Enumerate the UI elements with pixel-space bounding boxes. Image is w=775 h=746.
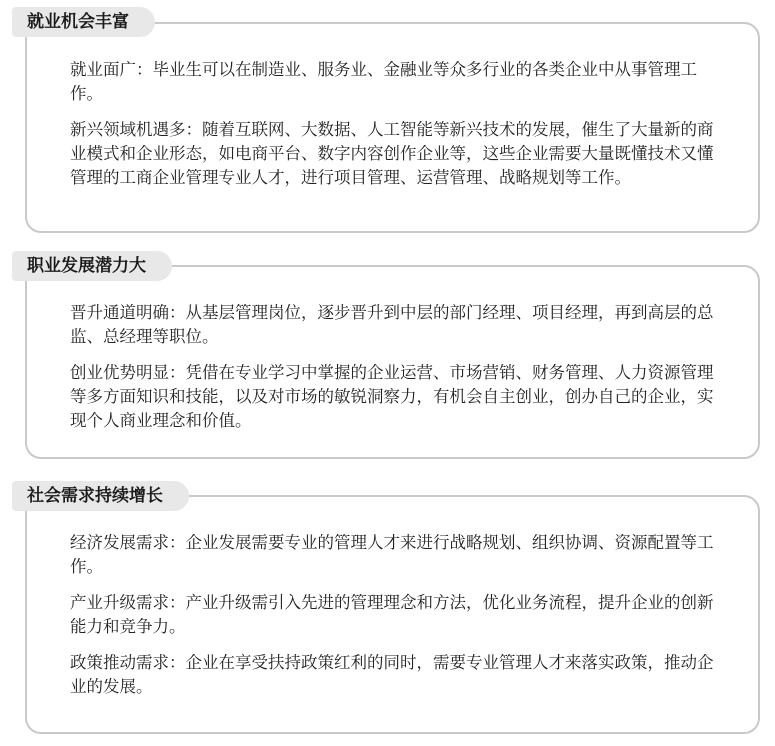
section-paragraph: 新兴领域机遇多：随着互联网、大数据、人工智能等新兴技术的发展，催生了大量新的商业模式和企业形态，如电商平台、数字内容创作企业等，这些企业需要大量既懂技术又懂管理的工商企业管理专业人才，进行项目管理、运营管理、战略规划等工作。 <box>70 120 714 187</box>
section-paragraph: 创业优势明显：凭借在专业学习中掌握的企业运营、市场营销、财务管理、人力资源管理等多方面知识和技能，以及对市场的敏锐洞察力，有机会自主创业，创办自己的企业，实现个人商业理念和价值。 <box>70 363 714 430</box>
section-social-demand <box>0 481 775 734</box>
section-card <box>25 265 760 459</box>
section-card <box>25 22 760 233</box>
section-paragraph: 政策推动需求：企业在享受扶持政策红利的同时，需要专业管理人才来落实政策，推动企业的发展。 <box>70 653 714 696</box>
section-career-potential <box>0 251 775 459</box>
section-employment-opportunities <box>0 7 775 233</box>
section-paragraph: 就业面广：毕业生可以在制造业、服务业、金融业等众多行业的各类企业中从事管理工作。 <box>70 60 697 103</box>
section-title: 就业机会丰富 <box>12 7 155 37</box>
section-title: 职业发展潜力大 <box>12 251 172 281</box>
section-paragraph: 经济发展需求：企业发展需要专业的管理人才来进行战略规划、组织协调、资源配置等工作。 <box>70 533 714 576</box>
section-title: 社会需求持续增长 <box>12 481 189 511</box>
section-card <box>25 495 760 734</box>
section-paragraph: 产业升级需求：产业升级需引入先进的管理理念和方法，优化业务流程，提升企业的创新能力和竞争力。 <box>70 593 714 636</box>
section-paragraph: 晋升通道明确：从基层管理岗位，逐步晋升到中层的部门经理、项目经理，再到高层的总监、总经理等职位。 <box>70 303 714 346</box>
